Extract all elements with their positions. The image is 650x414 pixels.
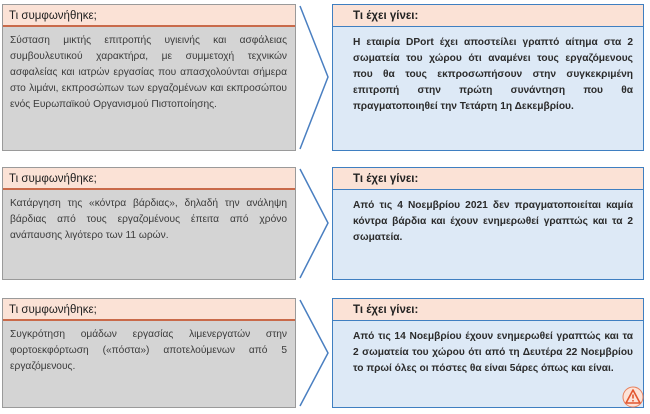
status-text: Από τις 14 Νοεμβρίου έχουν ενημερωθεί γραπτώς και τα 2 σωματεία του χώρου ότι από τη Δευτέρα 22 Νοεμβρίου το πρωί όλες οι πόστες θα είναι 5άρες όπως και είναι. xyxy=(353,331,633,374)
agreed-heading: Τι συμφωνήθηκε; xyxy=(3,299,295,321)
status-heading: Τι έχει γίνει: xyxy=(333,5,643,27)
agreed-box-3 xyxy=(2,298,296,408)
agreed-heading: Τι συμφωνήθηκε; xyxy=(3,5,295,27)
status-box-3 xyxy=(332,298,644,408)
status-box-1 xyxy=(332,4,644,151)
status-text: Η εταιρία DPort έχει αποστείλει γραπτό αίτημα στα 2 σωματεία του χώρου ότι αναμένει τους εργαζόμενους που θα τους εκπροσωπήσουν στην συγκεκριμένη επιτροπή στην πρώτη συνάντηση που θα πραγματοποιηθεί την Τετάρτη 1η Δεκεμβρίου. xyxy=(353,37,633,112)
chevron-right-icon xyxy=(298,167,332,280)
agreed-text: Σύσταση μικτής επιτροπής υγιεινής και ασφάλειας συμβουλευτικού χαρακτήρα, με συμμετοχή τεχνικών ασφαλείας και ιατρών εργασίας που απασχολούνται σήμερα στο λιμάνι, εκπροσώπων των εργαζομένων και εκπροσώπου ενός Ευρωπαϊκού Οργανισμού Πιστοποίησης. xyxy=(10,35,287,110)
agreed-box-1 xyxy=(2,4,296,151)
agreed-heading: Τι συμφωνήθηκε; xyxy=(3,168,295,190)
agreed-text: Συγκρότηση ομάδων εργασίας λιμενεργατών στην φορτοεκφόρτωση («πόστα») αποτελούμενων από 5 εργαζόμενους. xyxy=(10,329,287,372)
status-heading: Τι έχει γίνει: xyxy=(333,168,643,190)
agreed-box-2 xyxy=(2,167,296,280)
warning-triangle-icon xyxy=(622,386,644,408)
status-text: Από τις 4 Νοεμβρίου 2021 δεν πραγματοποιείται καμία κόντρα βάρδια και έχουν ενημερωθεί γραπτώς και τα 2 σωματεία. xyxy=(353,200,633,243)
status-heading: Τι έχει γίνει: xyxy=(333,299,643,321)
chevron-right-icon xyxy=(298,298,332,408)
chevron-right-icon xyxy=(298,4,332,151)
status-box-2 xyxy=(332,167,644,280)
agreed-text: Κατάργηση της «κόντρα βάρδιας», δηλαδή την ανάληψη βάρδιας από τους εργαζομένους έπειτα από χρόνο ανάπαυσης λιγότερο των 11 ωρών. xyxy=(10,198,287,241)
